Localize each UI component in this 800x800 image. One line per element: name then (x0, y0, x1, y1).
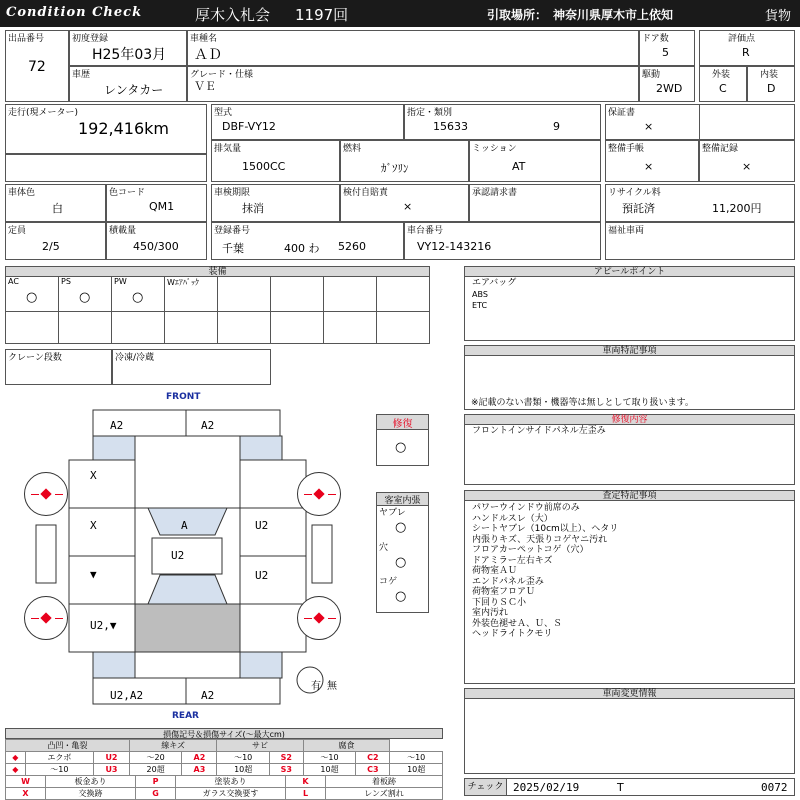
welfare-box: 福祉車両 (605, 222, 795, 260)
int: D (767, 82, 776, 95)
int-box: 内装 D (747, 66, 795, 102)
cabin-label-burn: コゲ (379, 577, 398, 587)
recycle-fee: 11,200円 (712, 202, 762, 215)
spec-1: 15633 (433, 120, 468, 133)
change-box (464, 698, 795, 774)
appeal-line: ETC (472, 301, 488, 310)
cabin-mark-tear: ○ (395, 520, 407, 535)
special-title: 車両特記事項 (464, 345, 795, 356)
mark-right-mid1: U2 (255, 519, 269, 532)
chassis-box: 車台番号 VY12-143216 (404, 222, 601, 260)
load: 450/300 (133, 240, 179, 253)
manual-box: 整備手帳 × (605, 140, 699, 182)
cabin-mark-burn: ○ (395, 589, 407, 604)
equip-mark-ac: ○ (26, 290, 38, 305)
ext-box: 外装 C (699, 66, 747, 102)
check-staff: T (617, 781, 624, 794)
inspection-box (464, 500, 795, 684)
drive: 2WD (656, 82, 683, 95)
legend-codes: W 板金あり P 塗装あり K 着板跡 X 交換跡 G ガラス交換要す L レンズ割れ (5, 775, 443, 800)
lot-number-box: 出品番号 72 (5, 30, 69, 102)
load-box: 積載量 450/300 (106, 222, 207, 260)
vehicle-class: 貨物 (765, 9, 792, 24)
history: レンタカー (104, 83, 164, 97)
mark-left-low: U2,▼ (90, 619, 117, 632)
displacement: 1500CC (242, 160, 286, 173)
mark-front-right: A2 (201, 419, 215, 432)
special-box (464, 355, 795, 410)
lot-number: 72 (28, 59, 46, 75)
header-bar (0, 0, 800, 27)
doors: 5 (662, 46, 669, 59)
cabin-mark-hole: ○ (395, 555, 407, 570)
repair-content-title: 修復内容 (464, 414, 795, 425)
front-label: FRONT (166, 392, 201, 402)
equip-label-airbag: Wｴｱﾊﾞｯｸ (167, 278, 199, 287)
legend-table: 凸凹・亀裂 線キズ サビ 腐食 ◆ エクボ U2 〜20 A2 〜10 S2 〜10 C2 〜10 ◆ 〜10 U3 20超 A3 10超 S3 10超 C3 10超 (5, 739, 443, 776)
cabin-box (376, 492, 429, 613)
change-title: 車両変更情報 (464, 688, 795, 699)
mark-center: U2 (171, 549, 185, 562)
capacity-box: 定員 2/5 (5, 222, 106, 260)
legend-group: サビ (217, 740, 303, 752)
appeal-line: ABS (472, 290, 488, 299)
repair-content-box (464, 424, 795, 485)
inspect-box: 車検期限 抹消 (211, 184, 340, 222)
repair-box (376, 414, 429, 466)
doors-box: ドア数 5 (639, 30, 695, 66)
check-label: チェック (465, 779, 507, 795)
equipment-grid (5, 276, 430, 344)
score: R (742, 46, 750, 59)
mileage-box: 走行(現メーター) 192,416km (5, 104, 207, 154)
service: × (742, 160, 752, 173)
mark-left-rear: ▼ (90, 568, 97, 581)
mark-front-left: A2 (110, 419, 124, 432)
model: DBF-VY12 (222, 120, 276, 133)
legend-title: 損傷記号＆損傷サイズ(〜最大cm) (5, 728, 443, 739)
mark-right-mid2: U2 (255, 569, 269, 582)
plate-area: 千葉 (222, 242, 244, 255)
check-date: 2025/02/19 (513, 781, 580, 794)
plate-class: 400 わ (284, 242, 320, 255)
service-box: 整備記録 × (699, 140, 795, 182)
color-box: 車体色 白 (5, 184, 106, 222)
color-code-box: 色コード QM1 (106, 184, 207, 222)
grade-box: グレード・仕様 ＶＥ (187, 66, 639, 102)
cabin-label-tear: ヤブレ (379, 508, 406, 518)
spare-yes: 有 (311, 681, 321, 692)
recycle-box: リサイクル料 預託済 11,200円 (605, 184, 795, 222)
equipment-title: 装備 (5, 266, 430, 277)
inspection-line: 室内汚れ (472, 608, 509, 618)
car-name: ＡＤ (194, 47, 222, 63)
tire-rear-left (24, 596, 68, 640)
logo: Condition Check (6, 5, 143, 20)
car-name-box: 車種名 ＡＤ (187, 30, 639, 66)
footer-check (464, 778, 795, 796)
inspection-line: ハンドルスレ（大） (472, 513, 553, 524)
inspection-line: 荷物室ＡＵ (472, 566, 518, 576)
warranty: × (644, 120, 654, 133)
check-code: 0072 (761, 781, 788, 794)
appeal-title: アピールポイント (464, 266, 795, 277)
inspection-line: ドアミラー左右キズ (472, 555, 553, 566)
spare-none: 無 (327, 681, 337, 692)
grade: ＶＥ (194, 80, 216, 93)
inspection-line: パワーウインドウ前席のみ (472, 503, 580, 513)
appeal-box (464, 276, 795, 341)
inspection-line: フロアカーペットコゲ（穴） (472, 545, 589, 555)
inspect: 抹消 (242, 202, 264, 215)
legend-group: 凸凹・亀裂 (6, 740, 130, 752)
spec-2: 9 (553, 120, 560, 133)
inspection-line: 外装色褪せＡ、Ｕ、Ｓ (472, 618, 563, 629)
inspection-line: シートヤブレ（10cm以上）、ヘタリ (472, 524, 619, 534)
color-code: QM1 (149, 200, 175, 213)
repair-title: 修復 (377, 415, 428, 430)
inspection-line: 下回りＳＣ小 (472, 597, 527, 608)
color: 白 (52, 202, 63, 215)
recycle-status: 預託済 (622, 202, 655, 215)
insurance-box: 検付自賠責 × (340, 184, 469, 222)
first-reg-box: 初度登録 H25年03月 (69, 30, 187, 66)
model-box: 型式 DBF-VY12 (211, 104, 404, 140)
equip-label-ps: PS (61, 277, 71, 286)
legend-group: 線キズ (129, 740, 217, 752)
cabin-label-hole: 穴 (379, 543, 389, 553)
legend-group: 腐食 (303, 740, 390, 752)
mark-rear-right: A2 (201, 689, 215, 702)
equip-label-pw: PW (114, 277, 127, 286)
tire-front-left (24, 472, 68, 516)
repair-mark: ○ (395, 440, 407, 455)
tire-rear-right (297, 596, 341, 640)
repair-text: フロントインサイドパネル左歪み (472, 426, 606, 436)
mileage: 192,416km (78, 119, 170, 138)
mark-left-front: X (90, 469, 97, 482)
mark-rear-left: U2,A2 (110, 689, 144, 702)
inspection-line: 荷物室フロアＵ (472, 587, 536, 597)
mission-box: ミッション AT (469, 140, 601, 182)
mark-left-mid: X (90, 519, 97, 532)
appeal-line: エアバッグ (472, 278, 517, 288)
equip-label-ac: AC (8, 277, 19, 286)
pickup-label: 引取場所： (487, 8, 548, 22)
claim-box: 承認請求書 (469, 184, 601, 222)
spec-box: 指定・類別 15633 9 (404, 104, 601, 140)
insurance: × (403, 200, 413, 213)
inspection-line: ヘッドライトクモリ (472, 629, 553, 639)
ext: C (719, 82, 727, 95)
manual: × (644, 160, 654, 173)
plate-number: 5260 (338, 240, 366, 253)
score-box: 評価点 R (699, 30, 795, 66)
freezer-box: 冷凍/冷蔵 (112, 349, 271, 385)
auction-name: 厚木入札会 (195, 6, 271, 24)
capacity: 2/5 (42, 240, 60, 253)
warranty-box: 保証書 × (605, 104, 795, 140)
fuel: ｶﾞｿﾘﾝ (381, 162, 409, 175)
first-reg: H25年03月 (92, 47, 167, 63)
chassis: VY12-143216 (417, 240, 492, 253)
special-note: ※記載のない書類・機器等は無しとして取り扱います。 (471, 398, 694, 408)
lot-ref: 1197回 (295, 6, 349, 24)
inspection-title: 査定特記事項 (464, 490, 795, 501)
rear-label: REAR (172, 711, 199, 721)
history-box: 車歴 レンタカー (69, 66, 187, 102)
equip-mark-ps: ○ (79, 290, 91, 305)
crane-box: クレーン段数 (5, 349, 112, 385)
inspection-line: 内張りキズ、天張りコゲヤニ汚れ (472, 534, 608, 545)
drive-box: 駆動 2WD (639, 66, 695, 102)
tire-front-right (297, 472, 341, 516)
displacement-box: 排気量 1500CC (211, 140, 340, 182)
mission: AT (512, 160, 526, 173)
equip-mark-pw: ○ (132, 290, 144, 305)
cabin-title: 客室内張 (377, 493, 428, 506)
pickup-place: 神奈川県厚木市上依知 (553, 8, 674, 22)
mark-roof: A (181, 519, 188, 532)
inspection-line: エンドパネル歪み (472, 576, 544, 587)
plate-box: 登録番号 千葉 400 わ 5260 (211, 222, 404, 260)
fuel-box: 燃料 ｶﾞｿﾘﾝ (340, 140, 469, 182)
